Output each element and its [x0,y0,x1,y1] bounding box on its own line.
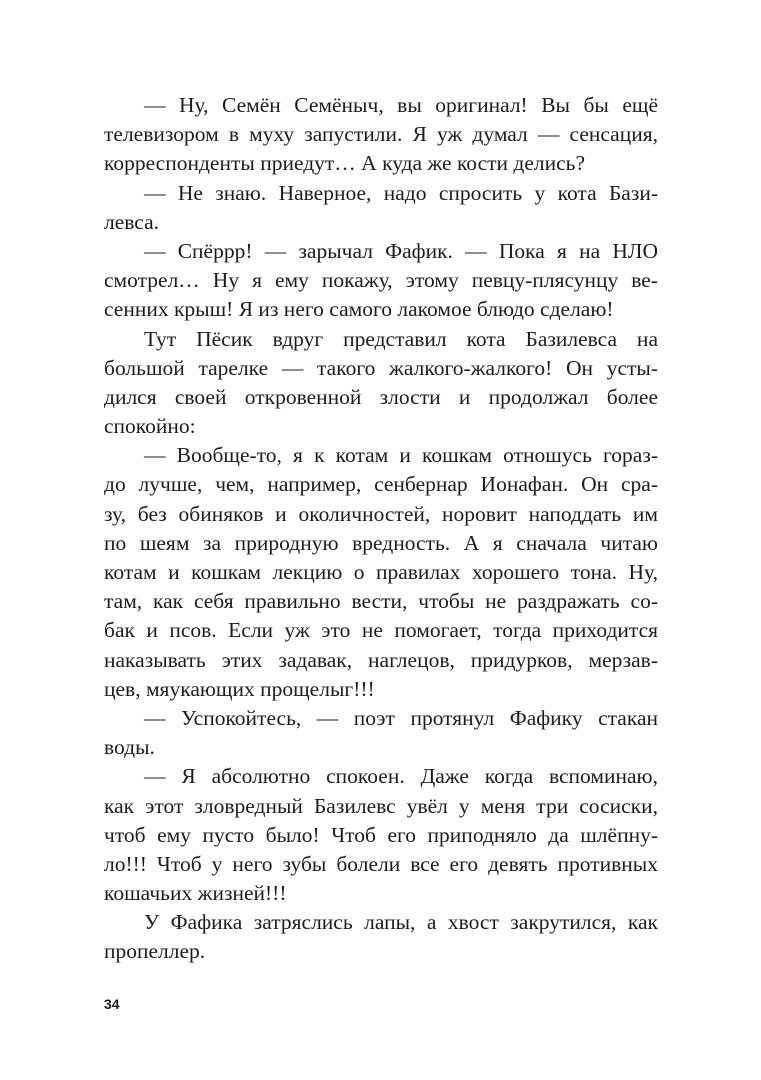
page-body [104,91,658,967]
text-line: как этот зловредный Базилевс увёл у меня три сосиски, [104,793,658,818]
text-line: — Спёррр! — зарычал Фафик. — Пока я на НЛО [144,238,658,263]
text-line: воды. [104,735,155,760]
text-line: дился своей откровенной злости и продолжал более [104,384,658,409]
text-line: левса. [104,209,160,234]
text-line: чтоб ему пусто было! Чтоб его приподняло да шлёпну- [104,822,658,847]
text-line: У Фафика затряслись лапы, а хвост закрутился, как [144,910,658,935]
text-line: — Ну, Семён Семёныч, вы оригинал! Вы бы ещё [144,93,658,117]
text-line: — Я абсолютно спокоен. Даже когда вспоминаю, [144,764,658,789]
text-line: ло!!! Чтоб у него зубы болели все его девять противных [104,851,658,876]
text-line: Тут Пёсик вдруг представил кота Базилевса на [144,326,658,351]
text-line: до лучше, чем, например, сенбернар Ионафан. Он сра- [104,472,658,497]
text-line: — Не знаю. Наверное, надо спросить у кота Бази- [144,180,658,205]
text-line: — Успокойтесь, — поэт протянул Фафику стакан [144,705,658,730]
text-line: телевизором в муху запустили. Я уж думал — сенсация, [104,122,658,147]
text-line: зу, без обиняков и околичностей, норовит наподдать им [104,501,658,526]
text-line: там, как себя правильно вести, чтобы не раздражать со- [104,589,658,614]
text-line: корреспонденты приедут… А куда же кости делись? [104,151,586,176]
text-line: — Вообще-то, я к котам и кошкам отношусь горaз- [144,443,658,468]
text-line: по шеям за природную вредность. А я сначала читаю [104,530,658,555]
text-line: пропеллер. [104,939,206,964]
text-line: сенних крыш! Я из него самого лакомое блюдо сделаю! [104,297,614,322]
text-line: бак и псов. Если уж это не помогает, тогда приходится [104,618,658,643]
text-line: наказывать этих задавак, наглецов, придурков, мерзав- [104,647,658,672]
text-line: цев, мяукающих прощелыг!!! [104,676,375,701]
text-line: котам и кошкам лекцию о правилах хорошего тона. Ну, [104,560,658,584]
text-line: большой тарелке — такого жалкого-жалкого! Он усты- [104,355,658,380]
text-line: смотрел… Ну я ему покажу, этому певцу-плясунцу ве- [104,268,658,293]
text-line: кошачьих жизней!!! [104,881,287,906]
page-number: 34 [104,996,120,1012]
text-line: спокойно: [104,414,196,439]
